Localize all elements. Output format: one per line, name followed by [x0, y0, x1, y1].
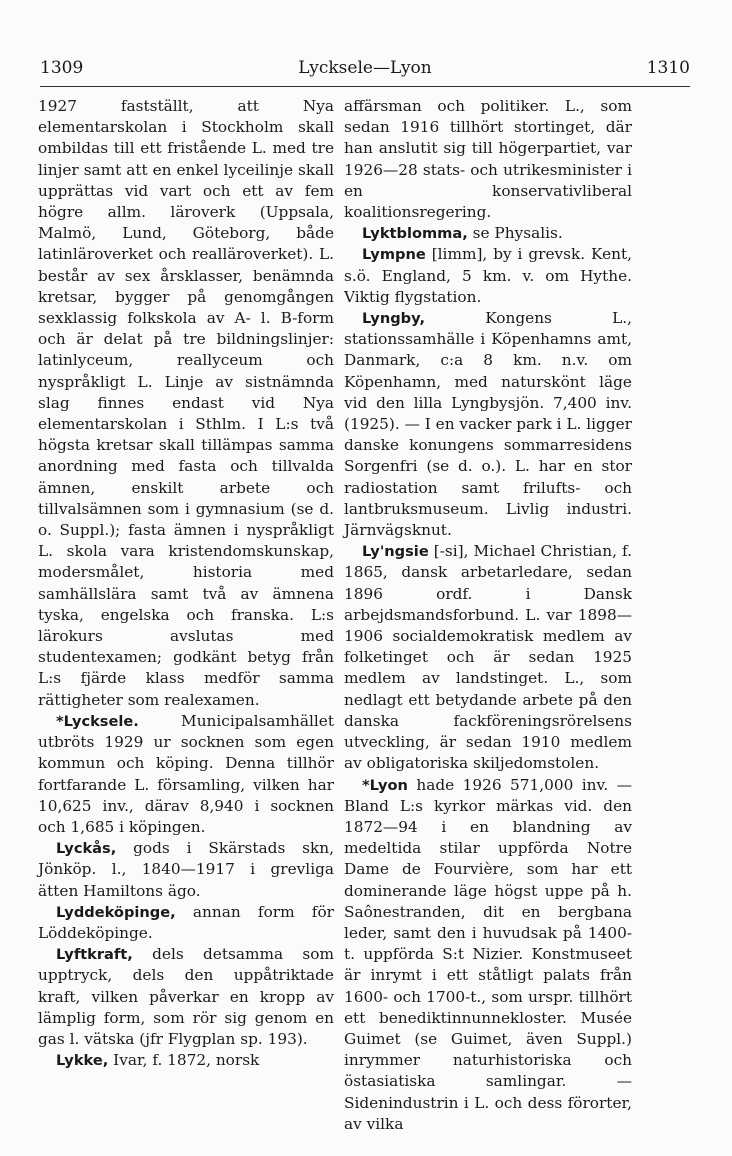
page-number-left: 1309: [40, 58, 84, 78]
entry-lykke: [38, 1050, 334, 1071]
headword-lyddekopinge: Lyddeköpinge,: [56, 903, 176, 921]
headword-lympne: Lympne: [362, 246, 426, 264]
entry-text: Municipalsamhället utbröts 1929 ur socknen som egen kommun och köping. Denna tillhör fortfarande L. församling, vilken har 10,625 inv., därav 8,940 i socknen och 1,685 i köpingen.: [38, 711, 334, 836]
continued-entry-text: 1927 fastställt, att Nya elementarskolan i Stockholm skall ombildas till ett fristående L. med tre linjer samt att en enkel lyceilinje skall upprättas vid vart och ett av fem högre allm. läroverk (Uppsala, Malmö, Lund, Göteborg, både latinläroverket och realläroverket). L. består av sex årsklasser, benämnda kretsar, bygger på genomgången sexklassig folkskola av A- l. B-form och är delat på tre bildningslinjer: latinlyceum, reallyceum och nyspråkligt L. Linje av sistnämnda slag finnes endast vid Nya elementarskolan i Sthlm. I L:s två högsta kretsar skall tillämpas samma anordning med fasta och tillvalda ämnen, enskilt arbete och tillvalsämnen som i gymnasium (se d. o. Suppl.); fasta ämnen i nyspråkligt L. skola vara kristendomskunskap, modersmålet, historia med samhällslära samt två av ämnena tyska, engelska och franska. L:s lärokurs avslutas med studentexamen; godkänt betyg från L:s fjärde klass medför samma rättigheter som realexamen.: [38, 97, 334, 709]
entry-text: Ivar, f. 1872, norsk: [113, 1051, 260, 1070]
header-rule: [40, 86, 690, 87]
headword-lykke: Lykke,: [56, 1052, 109, 1070]
running-title: Lycksele—Lyon: [298, 58, 432, 78]
left-column: [38, 96, 334, 1071]
headword-lycksele: *Lycksele.: [56, 712, 139, 730]
entry-text: annan form för Löddeköpinge.: [38, 902, 334, 942]
entry-text: [-si], Michael Christian, f. 1865, dansk arbetarledare, sedan 1896 ordf. i Dansk arbejdsmandsforbund. L. var 1898—1906 socialdemokratisk medlem av folketinget och är sedan 1925 medlem av landstinget. L., som nedlagt ett betydande arbete på den danska fackföreningsrörelsens utveckling, är sedan 1910 medlem av obligatoriska skiljedomstolen.: [344, 542, 632, 773]
entry-text: se Physalis.: [472, 224, 563, 243]
entry-text: gods i Skärstads skn, Jönköp. l., 1840—1917 i grevliga ätten Hamiltons ägo.: [38, 839, 334, 900]
headword-lyngby: Lyngby,: [362, 310, 426, 328]
headword-lyftkraft: Lyftkraft,: [56, 946, 133, 964]
headword-lyon: *Lyon: [362, 776, 408, 794]
entry-lyngby: [344, 308, 632, 541]
entry-lyktblomma: [344, 223, 632, 244]
entry-text: [limm], by i grevsk. Kent, s.ö. England, 5 km. v. om Hythe. Viktig flygstation.: [344, 245, 632, 306]
entry-lyon: [344, 775, 632, 1135]
entry-lympne: [344, 244, 632, 308]
entry-lyddekopinge: [38, 902, 334, 944]
right-column: [344, 96, 632, 1135]
entry-text: hade 1926 571,000 inv. — Bland L:s kyrkor märkas vid. den 1872—94 i en blandning av medeltida stilar uppförda Notre Dame de Fourvière, som har ett dominerande läge högst uppe på h. Saônestranden, dit en bergbana leder, samt den i huvudsak på 1400-t. uppförda S:t Nizier. Konstmuseet är inrymt i ett ståtligt palats från 1600- och 1700-t., som urspr. tillhört ett benediktinnunnekloster. Musée Guimet (se Guimet, även Suppl.) inrymmer naturhistoriska och östasiatiska samlingar. — Sidenindustrin i L. och dess förorter, av vilka: [344, 775, 632, 1133]
entry-lycksele: [38, 711, 334, 838]
headword-lyckas: Lyckås,: [56, 840, 117, 858]
entry-lyngsie: [344, 541, 632, 774]
page-header: [40, 58, 690, 88]
entry-lyftkraft: [38, 944, 334, 1050]
headword-lyktblomma: Lyktblomma,: [362, 225, 468, 243]
continued-entry-text: affärsman och politiker. L., som sedan 1916 tillhört stortinget, där han anslutit sig till högerpartiet, var 1926—28 stats- och utrikesminister i en konservativliberal koalitionsregering.: [344, 97, 632, 222]
entry-lyckas: [38, 838, 334, 902]
page-number-right: 1310: [646, 58, 690, 78]
entry-text: Kongens L., stationssamhälle i Köpenhamns amt, Danmark, c:a 8 km. n.v. om Köpenhamn, med naturskönt läge vid den lilla Lyngbysjön. 7,400 inv. (1925). — I en vacker park i L. ligger danske konungens sommarresidens Sorgenfri (se d. o.). L. har en stor radiostation samt frilufts- och lantbruksmuseum. Livlig industri. Järnvägsknut.: [344, 309, 632, 540]
entry-text: dels detsamma som upptryck, dels den uppåtriktade kraft, vilken påverkar en kropp av lämplig form, som rör sig genom en gas l. vätska (jfr Flygplan sp. 193).: [38, 945, 334, 1048]
headword-lyngsie: Ly'ngsie: [362, 543, 429, 561]
